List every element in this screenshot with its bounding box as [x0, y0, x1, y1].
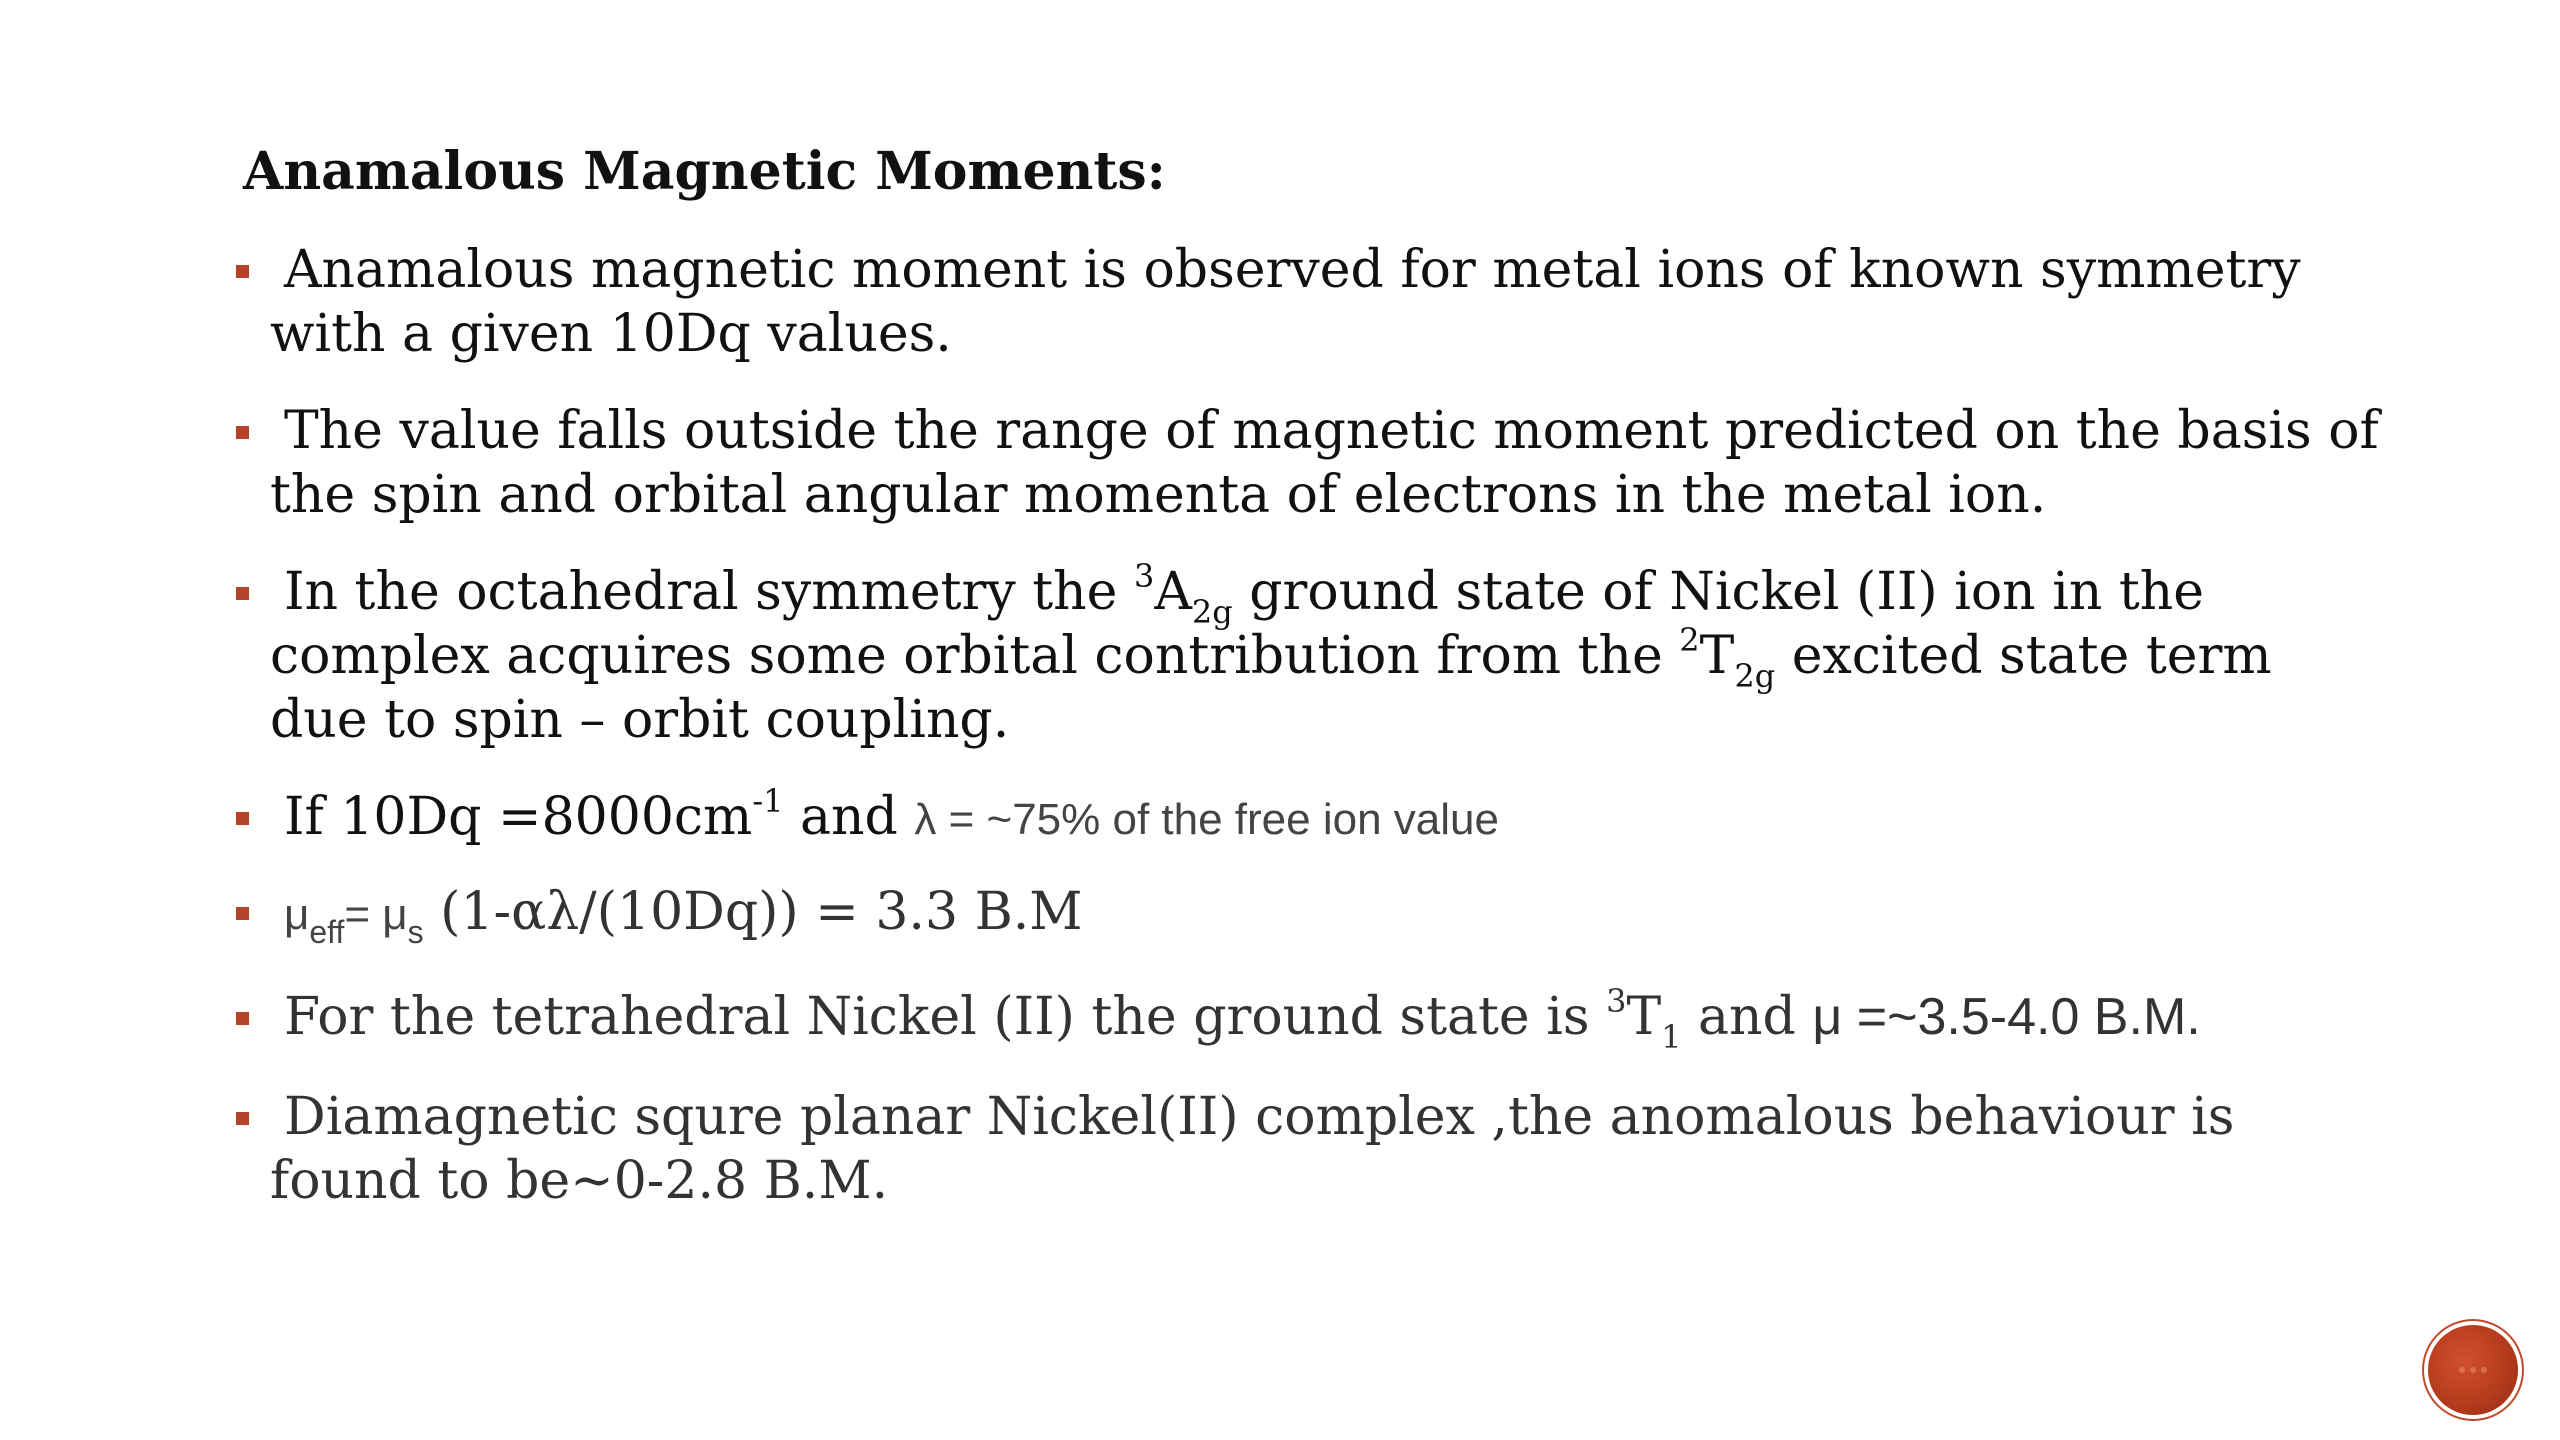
- bullet-line: Anamalous magnetic moment is observed for metal ions of known symmetry: [284, 240, 2301, 300]
- text-segment: T: [1699, 626, 1735, 686]
- superscript: 3: [1606, 982, 1627, 1020]
- superscript: 3: [1133, 557, 1155, 595]
- bullet-text: [270, 399, 2510, 527]
- slide-title: Anamalous Magnetic Moments:: [243, 141, 1166, 202]
- text-segment: excited state term: [1775, 626, 2272, 686]
- text-segment: μ: [284, 890, 310, 939]
- subscript: s: [407, 914, 424, 950]
- next-slide-icon: [2456, 1359, 2490, 1381]
- subscript: 2g: [1191, 593, 1233, 631]
- bullet-marker: [236, 1012, 249, 1025]
- bullet-text: [270, 982, 2510, 1056]
- bullet-line: the spin and orbital angular momenta of electrons in the metal ion.: [270, 465, 2047, 525]
- text-segment: μ =~3.5-4.0 B.M.: [1812, 988, 2201, 1046]
- next-slide-button[interactable]: [2428, 1325, 2518, 1415]
- subscript: eff: [309, 914, 345, 950]
- bullet-marker: [236, 426, 249, 439]
- bullet-marker: [236, 265, 249, 278]
- bullet-line: The value falls outside the range of magnetic moment predicted on the basis of: [284, 401, 2379, 461]
- text-segment: A: [1154, 562, 1192, 622]
- bullet-line: with a given 10Dq values.: [270, 304, 952, 364]
- text-segment: ground state of Nickel (II) ion in the: [1232, 562, 2205, 622]
- bullet-line: [270, 621, 2510, 695]
- text-segment: and: [1681, 987, 1813, 1047]
- text-segment: In the octahedral symmetry the: [284, 562, 1134, 622]
- bullet-line: [270, 880, 2510, 950]
- bullet-line: due to spin – orbit coupling.: [270, 690, 1010, 750]
- bullet-text: [270, 782, 2510, 849]
- bullet-text: [270, 1085, 2510, 1213]
- text-segment: and: [783, 787, 915, 847]
- text-segment: For the tetrahedral Nickel (II) the ground state is: [284, 987, 1607, 1047]
- text-segment: λ = ~75% of the free ion value: [914, 795, 1499, 844]
- bullet-line: Diamagnetic squre planar Nickel(II) complex ,the anomalous behaviour is: [284, 1087, 2235, 1147]
- bullet-marker: [236, 587, 249, 600]
- bullet-text: [270, 557, 2510, 752]
- text-segment: complex acquires some orbital contribution from the: [270, 626, 1680, 686]
- bullet-line: [270, 557, 2510, 631]
- bullet-line: [270, 782, 2510, 849]
- bullet-marker: [236, 812, 249, 825]
- text-segment: T: [1626, 987, 1662, 1047]
- text-segment: (1-αλ/(10Dq)) = 3.3 B.M: [423, 882, 1083, 942]
- bullet-text: [270, 238, 2510, 366]
- bullet-line: found to be~0-2.8 B.M.: [270, 1151, 889, 1211]
- subscript: 2g: [1734, 657, 1776, 695]
- subscript: 1: [1661, 1018, 1682, 1056]
- bullet-text: [270, 880, 2510, 950]
- bullet-line: [270, 982, 2510, 1056]
- superscript: -1: [752, 782, 784, 820]
- superscript: 2: [1679, 621, 1700, 659]
- bullet-marker: [236, 907, 249, 920]
- bullet-marker: [236, 1112, 249, 1125]
- text-segment: = μ: [344, 890, 408, 939]
- text-segment: If 10Dq =8000cm: [284, 787, 753, 847]
